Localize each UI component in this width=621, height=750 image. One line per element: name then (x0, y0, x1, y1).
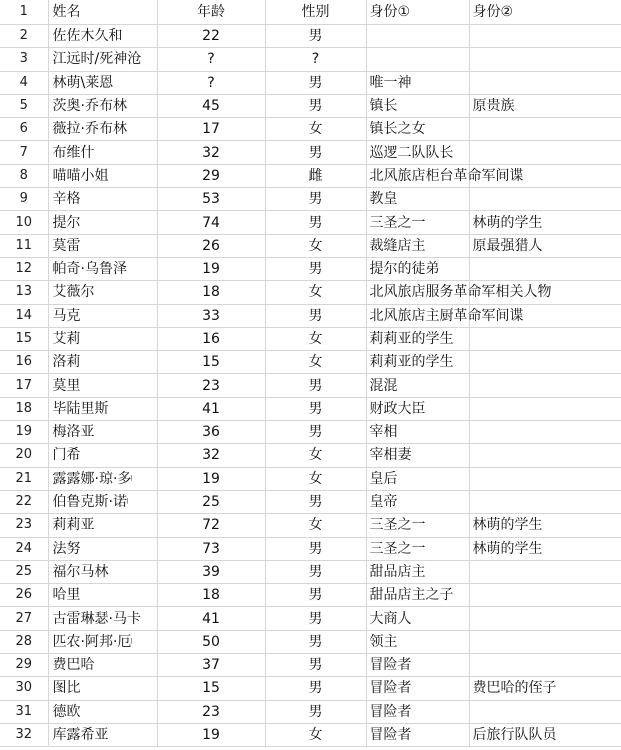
identity-2-cell[interactable]: 后旅行队队员 (469, 723, 621, 746)
age-cell[interactable]: 23 (157, 374, 265, 397)
name-cell[interactable]: 莫雷 (48, 234, 157, 257)
row-number[interactable]: 21 (0, 467, 48, 490)
name-cell[interactable]: 佐佐木久和 (48, 25, 157, 48)
age-cell[interactable]: 50 (157, 630, 265, 653)
age-cell[interactable]: ? (157, 71, 265, 94)
name-cell[interactable]: 费巴哈 (48, 654, 157, 677)
row-number[interactable]: 3 (0, 48, 48, 71)
sex-cell[interactable]: 男 (265, 71, 366, 94)
identity-1-cell[interactable]: 唯一神 (366, 71, 469, 94)
row-number[interactable]: 28 (0, 630, 48, 653)
table-row (0, 560, 621, 583)
header-sex[interactable]: 性别 (265, 0, 366, 25)
identity-2-cell[interactable] (469, 25, 621, 48)
identity-1-cell[interactable]: 裁缝店主 (366, 234, 469, 257)
sex-cell[interactable]: 男 (265, 421, 366, 444)
identity-2-cell[interactable] (469, 48, 621, 71)
identity-1-cell[interactable] (366, 48, 469, 71)
identity-1-cell[interactable]: 冒险者 (366, 700, 469, 723)
identity-1-cell[interactable]: 宰相 (366, 421, 469, 444)
identity-2-cell[interactable]: 原最强猎人 (469, 234, 621, 257)
row-number[interactable]: 19 (0, 421, 48, 444)
identity-1-cell[interactable]: 甜品店主之子 (366, 584, 469, 607)
sex-cell[interactable]: 女 (265, 467, 366, 490)
age-cell[interactable]: 32 (157, 141, 265, 164)
name-cell[interactable]: 梅洛亚 (48, 421, 157, 444)
identity-1-cell[interactable]: 教皇 (366, 188, 469, 211)
sex-cell[interactable]: 男 (265, 188, 366, 211)
row-number[interactable]: 24 (0, 537, 48, 560)
table-row (0, 584, 621, 607)
sex-cell[interactable]: 男 (265, 94, 366, 117)
table-row (0, 257, 621, 280)
name-cell[interactable]: 福尔马林 (48, 560, 157, 583)
row-number[interactable]: 12 (0, 257, 48, 280)
sex-cell[interactable]: 男 (265, 374, 366, 397)
sex-cell[interactable]: 雌 (265, 164, 366, 187)
sex-cell[interactable]: 女 (265, 281, 366, 304)
age-cell[interactable]: 41 (157, 397, 265, 420)
age-cell[interactable]: 19 (157, 723, 265, 746)
name-cell[interactable]: 匹农·阿邦·厄𝄅 (48, 630, 157, 653)
table-row (0, 654, 621, 677)
sex-cell[interactable]: 女 (265, 351, 366, 374)
age-cell[interactable]: 19 (157, 257, 265, 280)
name-cell[interactable]: 库露希亚 (48, 723, 157, 746)
sex-cell[interactable]: 女 (265, 327, 366, 350)
age-cell[interactable]: 19 (157, 467, 265, 490)
identity-2-cell[interactable]: 林萌的学生 (469, 211, 621, 234)
age-cell[interactable]: 15 (157, 351, 265, 374)
sex-cell[interactable]: ? (265, 48, 366, 71)
identity-2-cell[interactable]: 原贵族 (469, 94, 621, 117)
identity-2-cell[interactable] (469, 188, 621, 211)
sex-cell[interactable]: 男 (265, 257, 366, 280)
header-name[interactable]: 姓名 (48, 0, 157, 25)
name-cell[interactable]: 马克 (48, 304, 157, 327)
identity-1-cell[interactable]: 甜品店主 (366, 560, 469, 583)
table-row (0, 71, 621, 94)
sex-cell[interactable]: 男 (265, 211, 366, 234)
row-number[interactable]: 30 (0, 677, 48, 700)
sex-cell[interactable]: 男 (265, 630, 366, 653)
table-row (0, 374, 621, 397)
header-age[interactable]: 年龄 (157, 0, 265, 25)
age-cell[interactable]: 37 (157, 654, 265, 677)
identity-2-cell[interactable] (469, 327, 621, 350)
age-cell[interactable]: 39 (157, 560, 265, 583)
age-cell[interactable]: 53 (157, 188, 265, 211)
identity-1-cell[interactable]: 三圣之一 (366, 537, 469, 560)
identity-1-cell[interactable]: 巡逻二队队长 (366, 141, 469, 164)
identity-1-cell[interactable]: 提尔的徒弟 (366, 257, 469, 280)
identity-1-cell[interactable]: 冒险者 (366, 723, 469, 746)
sex-cell[interactable]: 男 (265, 677, 366, 700)
name-cell[interactable]: 伯鲁克斯·诺𝄅 (48, 490, 157, 513)
name-cell[interactable]: 帕奇·乌鲁泽 (48, 257, 157, 280)
sex-cell[interactable]: 男 (265, 397, 366, 420)
age-cell[interactable]: 73 (157, 537, 265, 560)
row-number[interactable]: 10 (0, 211, 48, 234)
age-cell[interactable]: 26 (157, 234, 265, 257)
identity-2-cell[interactable] (469, 71, 621, 94)
age-cell[interactable]: 74 (157, 211, 265, 234)
row-number[interactable]: 27 (0, 607, 48, 630)
identity-2-cell[interactable] (469, 700, 621, 723)
name-cell[interactable]: 洛莉 (48, 351, 157, 374)
name-cell[interactable]: 莉莉亚 (48, 514, 157, 537)
identity-1-cell[interactable]: 冒险者 (366, 654, 469, 677)
table-row (0, 700, 621, 723)
identity-2-cell[interactable] (469, 141, 621, 164)
name-cell[interactable]: 图比 (48, 677, 157, 700)
table-row (0, 490, 621, 513)
table-row (0, 164, 621, 187)
age-cell[interactable]: 17 (157, 118, 265, 141)
row-number[interactable]: 16 (0, 351, 48, 374)
age-cell[interactable]: 32 (157, 444, 265, 467)
row-number[interactable]: 29 (0, 654, 48, 677)
identity-1-cell[interactable]: 冒险者 (366, 677, 469, 700)
identity-2-cell[interactable] (469, 118, 621, 141)
identity-2-cell[interactable] (469, 351, 621, 374)
identity-1-cell[interactable]: 莉莉亚的学生 (366, 351, 469, 374)
row-number[interactable]: 17 (0, 374, 48, 397)
row-number[interactable]: 20 (0, 444, 48, 467)
identity-1-cell[interactable]: 三圣之一 (366, 514, 469, 537)
table-row (0, 118, 621, 141)
table-row (0, 211, 621, 234)
name-cell[interactable]: 哈里 (48, 584, 157, 607)
identity-1-cell[interactable]: 财政大臣 (366, 397, 469, 420)
name-cell[interactable]: 艾薇尔 (48, 281, 157, 304)
row-number[interactable]: 25 (0, 560, 48, 583)
name-cell[interactable]: 喵喵小姐 (48, 164, 157, 187)
name-cell[interactable]: 辛格 (48, 188, 157, 211)
identity-2-cell[interactable]: 林萌的学生 (469, 537, 621, 560)
age-cell[interactable]: 23 (157, 700, 265, 723)
name-cell[interactable]: 露露娜·琼·多𝄅 (48, 467, 157, 490)
age-cell[interactable]: 22 (157, 25, 265, 48)
age-cell[interactable]: 16 (157, 327, 265, 350)
table-row (0, 467, 621, 490)
identity-2-cell[interactable] (469, 630, 621, 653)
table-row (0, 723, 621, 746)
identity-2-cell[interactable] (469, 654, 621, 677)
table-row (0, 304, 621, 327)
table-row (0, 327, 621, 350)
sex-cell[interactable]: 男 (265, 584, 366, 607)
table-row (0, 397, 621, 420)
row-number[interactable]: 2 (0, 25, 48, 48)
identity-1-cell[interactable]: 北风旅店服务革命军相关人物 (366, 281, 469, 304)
age-cell[interactable]: 15 (157, 677, 265, 700)
identity-2-cell[interactable] (469, 421, 621, 444)
table-row (0, 281, 621, 304)
identity-1-cell[interactable]: 宰相妻 (366, 444, 469, 467)
table-row (0, 607, 621, 630)
identity-1-cell[interactable] (366, 25, 469, 48)
identity-2-cell[interactable]: 林萌的学生 (469, 514, 621, 537)
row-number[interactable]: 31 (0, 700, 48, 723)
row-number[interactable]: 14 (0, 304, 48, 327)
age-cell[interactable]: 25 (157, 490, 265, 513)
identity-1-cell[interactable]: 三圣之一 (366, 211, 469, 234)
identity-1-cell[interactable]: 镇长 (366, 94, 469, 117)
row-number[interactable]: 9 (0, 188, 48, 211)
age-cell[interactable]: 18 (157, 281, 265, 304)
age-cell[interactable]: 45 (157, 94, 265, 117)
sex-cell[interactable]: 男 (265, 700, 366, 723)
identity-1-cell[interactable]: 北风旅店主厨革命军间谍 (366, 304, 469, 327)
table-row (0, 514, 621, 537)
row-number[interactable]: 23 (0, 514, 48, 537)
identity-1-cell[interactable]: 皇帝 (366, 490, 469, 513)
header-row (0, 0, 621, 25)
name-cell[interactable]: 提尔 (48, 211, 157, 234)
identity-1-cell[interactable]: 镇长之女 (366, 118, 469, 141)
identity-2-cell[interactable] (469, 490, 621, 513)
row-number[interactable]: 6 (0, 118, 48, 141)
row-number[interactable]: 1 (0, 0, 48, 25)
sex-cell[interactable]: 女 (265, 514, 366, 537)
name-cell[interactable]: 莫里 (48, 374, 157, 397)
sex-cell[interactable]: 男 (265, 490, 366, 513)
identity-1-cell[interactable]: 大商人 (366, 607, 469, 630)
age-cell[interactable]: 18 (157, 584, 265, 607)
sex-cell[interactable]: 男 (265, 304, 366, 327)
age-cell[interactable]: 41 (157, 607, 265, 630)
identity-2-cell[interactable] (469, 257, 621, 280)
identity-1-cell[interactable]: 领主 (366, 630, 469, 653)
identity-2-cell[interactable] (469, 584, 621, 607)
age-cell[interactable]: 29 (157, 164, 265, 187)
row-number[interactable]: 7 (0, 141, 48, 164)
identity-2-cell[interactable] (469, 607, 621, 630)
table-row (0, 48, 621, 71)
name-cell[interactable]: 茨奥·乔布林 (48, 94, 157, 117)
sex-cell[interactable]: 男 (265, 537, 366, 560)
row-number[interactable]: 8 (0, 164, 48, 187)
identity-2-cell[interactable] (469, 397, 621, 420)
sex-cell[interactable]: 女 (265, 234, 366, 257)
name-cell[interactable]: 艾莉 (48, 327, 157, 350)
table-row (0, 25, 621, 48)
age-cell[interactable]: 36 (157, 421, 265, 444)
name-cell[interactable]: 德欧 (48, 700, 157, 723)
row-number[interactable]: 22 (0, 490, 48, 513)
table-row (0, 351, 621, 374)
row-number[interactable]: 5 (0, 94, 48, 117)
row-number[interactable]: 4 (0, 71, 48, 94)
row-number[interactable]: 32 (0, 723, 48, 746)
table-row (0, 94, 621, 117)
name-cell[interactable]: 布维什 (48, 141, 157, 164)
row-number[interactable]: 13 (0, 281, 48, 304)
sex-cell[interactable]: 男 (265, 560, 366, 583)
identity-2-cell[interactable] (469, 444, 621, 467)
age-cell[interactable]: 33 (157, 304, 265, 327)
identity-1-cell[interactable]: 皇后 (366, 467, 469, 490)
row-number[interactable]: 15 (0, 327, 48, 350)
table-row (0, 630, 621, 653)
age-cell[interactable]: 72 (157, 514, 265, 537)
header-identity-1[interactable]: 身份① (366, 0, 469, 25)
table-row (0, 421, 621, 444)
name-cell[interactable]: 江远时/死神沧 (48, 48, 157, 71)
identity-1-cell[interactable]: 北风旅店柜台革命军间谍 (366, 164, 469, 187)
age-cell[interactable]: ? (157, 48, 265, 71)
table-row (0, 537, 621, 560)
sex-cell[interactable]: 男 (265, 607, 366, 630)
identity-2-cell[interactable] (469, 467, 621, 490)
name-cell[interactable]: 毕陆里斯 (48, 397, 157, 420)
row-number[interactable]: 26 (0, 584, 48, 607)
header-identity-2[interactable]: 身份② (469, 0, 621, 25)
sex-cell[interactable]: 男 (265, 141, 366, 164)
row-number[interactable]: 18 (0, 397, 48, 420)
identity-1-cell[interactable]: 混混 (366, 374, 469, 397)
name-cell[interactable]: 林萌\莱恩 (48, 71, 157, 94)
table-row (0, 188, 621, 211)
identity-2-cell[interactable] (469, 374, 621, 397)
name-cell[interactable]: 薇拉·乔布林 (48, 118, 157, 141)
sex-cell[interactable]: 女 (265, 118, 366, 141)
table-row (0, 677, 621, 700)
name-cell[interactable]: 法努 (48, 537, 157, 560)
identity-1-cell[interactable]: 莉莉亚的学生 (366, 327, 469, 350)
table-row (0, 141, 621, 164)
name-cell[interactable]: 古雷琳瑟·马卡 (48, 607, 157, 630)
sex-cell[interactable]: 男 (265, 25, 366, 48)
name-cell[interactable]: 门希 (48, 444, 157, 467)
table-row (0, 444, 621, 467)
table-row (0, 234, 621, 257)
row-number[interactable]: 11 (0, 234, 48, 257)
identity-2-cell[interactable]: 费巴哈的侄子 (469, 677, 621, 700)
sex-cell[interactable]: 女 (265, 444, 366, 467)
identity-2-cell[interactable] (469, 560, 621, 583)
sex-cell[interactable]: 男 (265, 654, 366, 677)
sex-cell[interactable]: 女 (265, 723, 366, 746)
